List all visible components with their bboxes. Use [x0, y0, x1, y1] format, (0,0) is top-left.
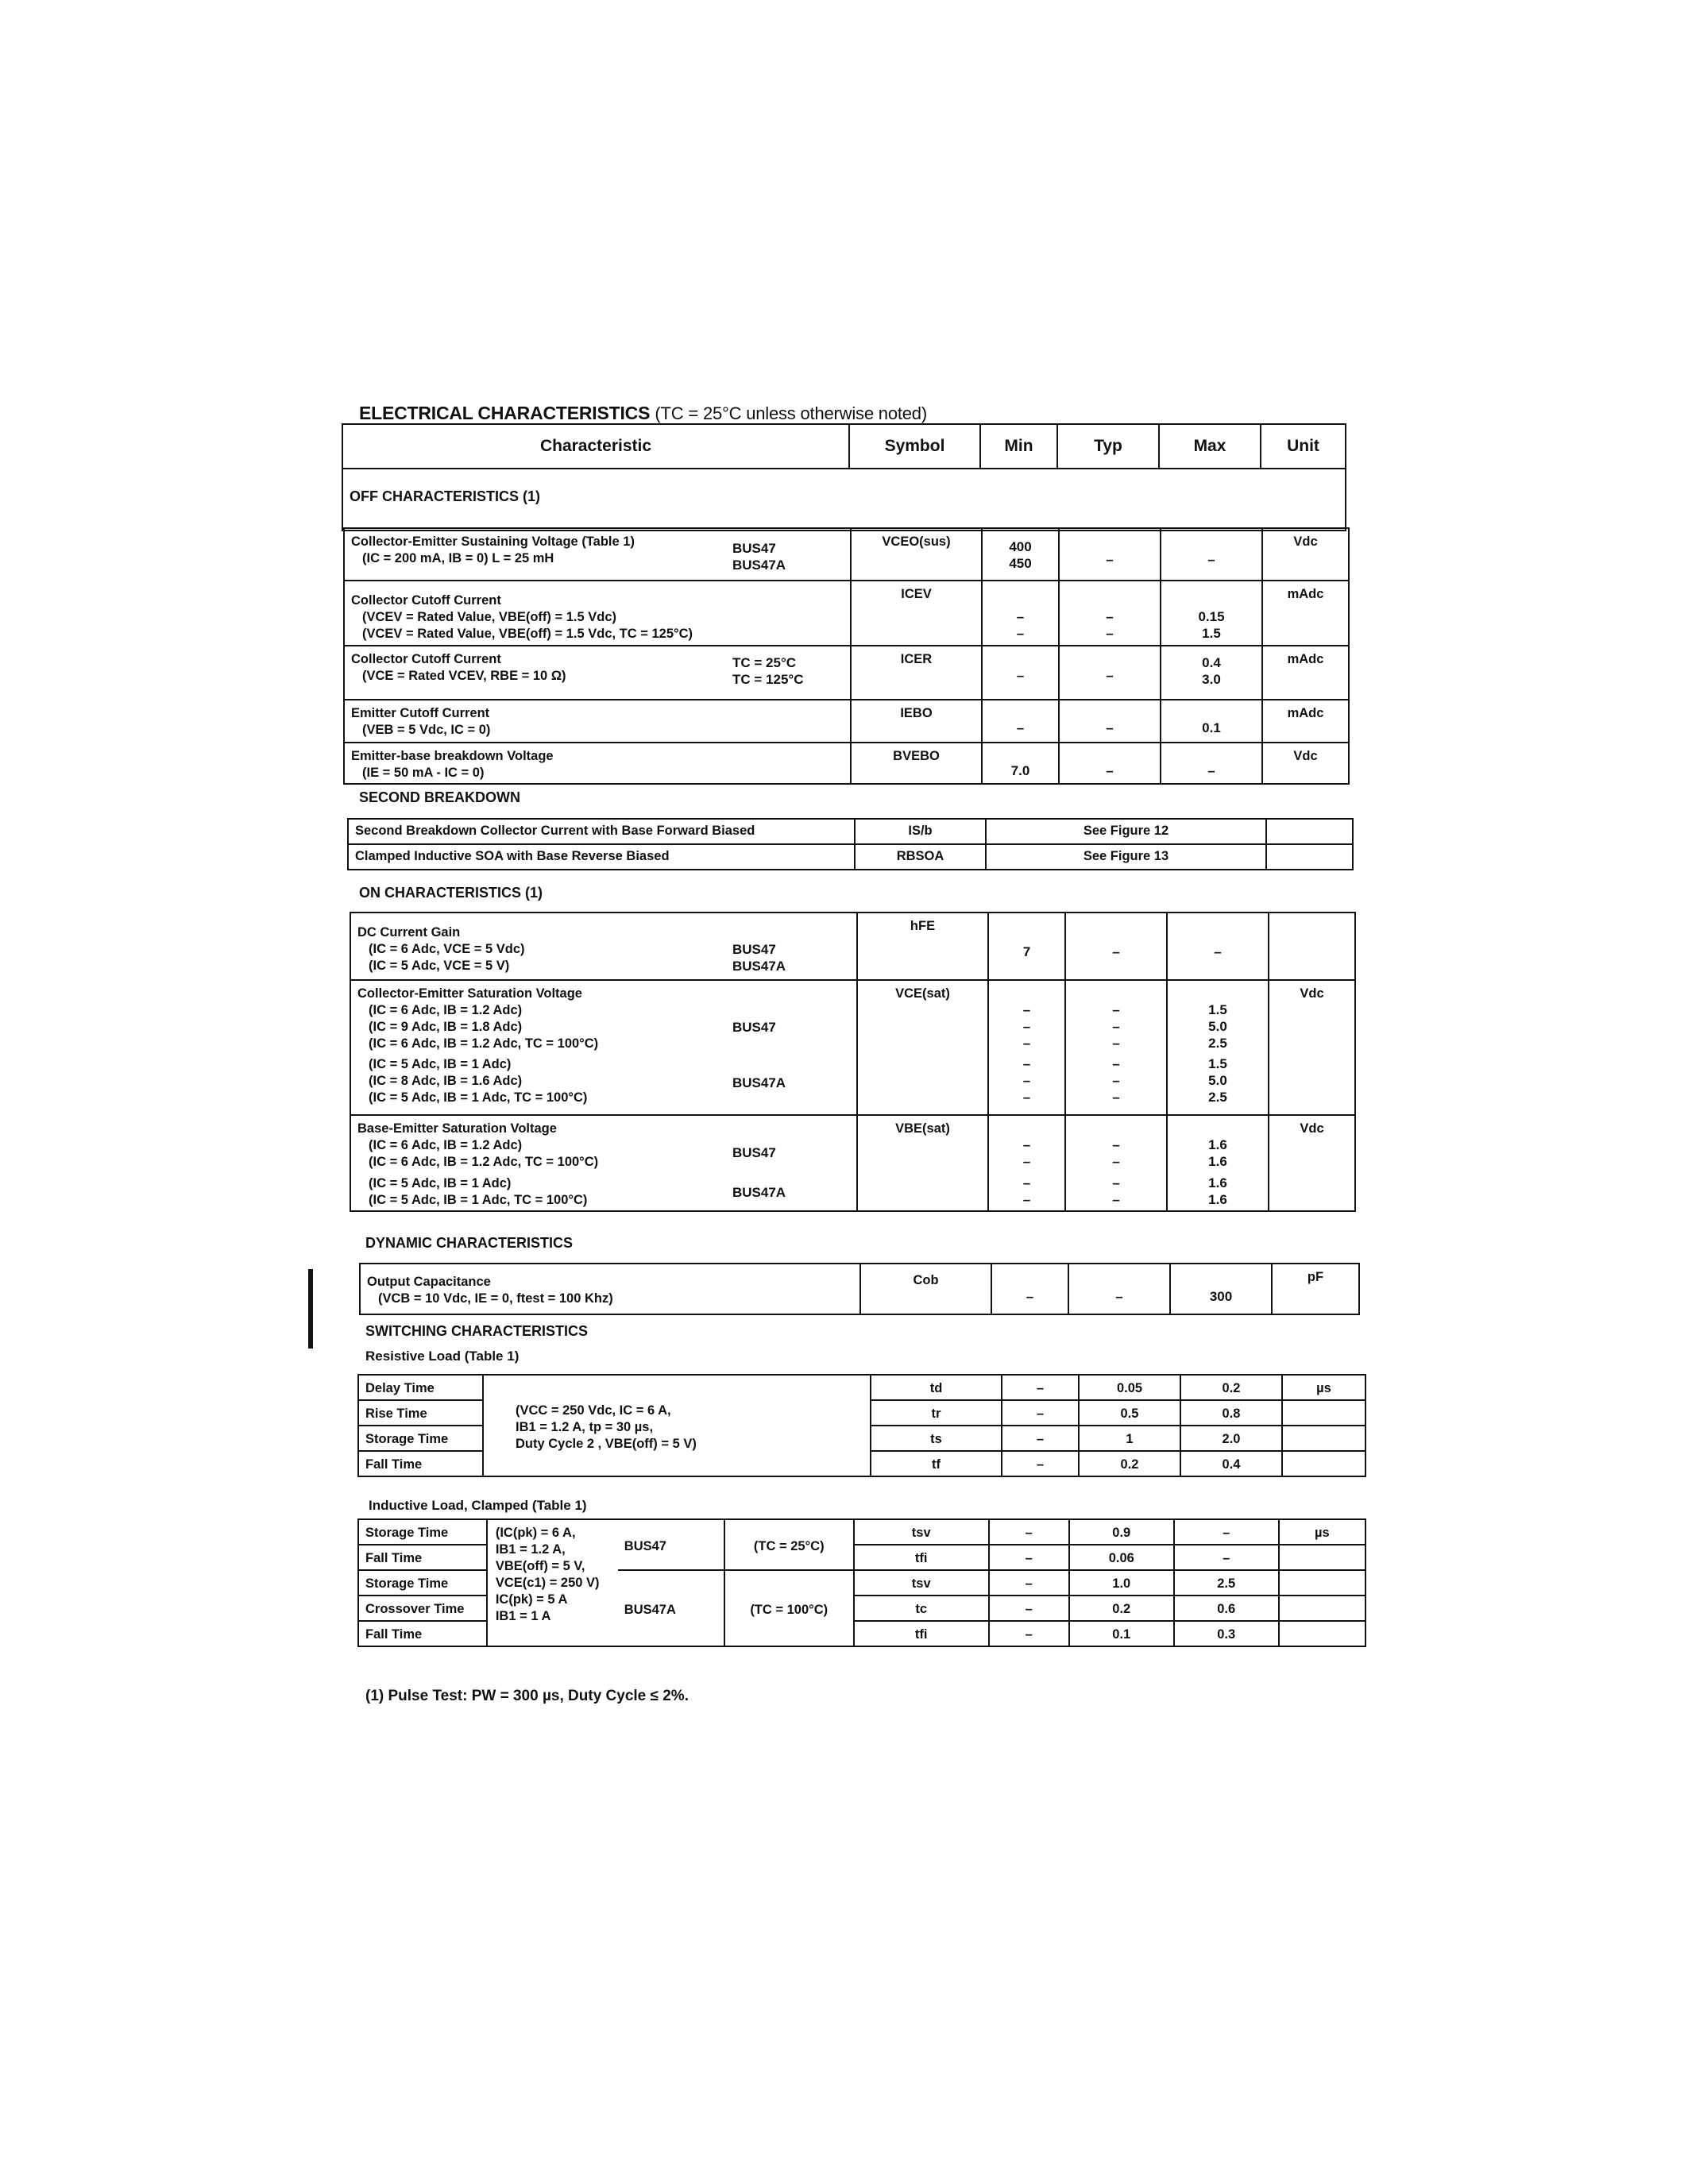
characteristic-name: Output Capacitance	[367, 1275, 491, 1289]
min-value: –	[1016, 626, 1025, 641]
typ-value: 0.5	[1079, 1400, 1180, 1426]
condition: Duty Cycle 2 , VBE(off) = 5 V)	[516, 1436, 697, 1451]
parameter-name: Fall Time	[358, 1545, 487, 1570]
section-heading-off: OFF CHARACTERISTICS (1)	[350, 488, 540, 504]
subheading-resistive: Resistive Load (Table 1)	[365, 1349, 520, 1364]
min-value: –	[1002, 1426, 1079, 1451]
typ-value: –	[1068, 1264, 1170, 1314]
symbol: tr	[871, 1400, 1002, 1426]
min-value: –	[1022, 1056, 1031, 1071]
col-symbol: Symbol	[849, 424, 980, 469]
min-value: 7	[988, 913, 1065, 980]
min-value: –	[982, 700, 1059, 743]
parameter-name: Storage Time	[358, 1570, 487, 1596]
max-value: 1.5	[1208, 1056, 1227, 1071]
typ-value: –	[1112, 1056, 1120, 1071]
table-row	[350, 913, 1355, 980]
header-table	[342, 423, 1346, 531]
table-row	[350, 980, 1355, 1115]
typ-value: 0.05	[1079, 1375, 1180, 1400]
typ-value: –	[1059, 646, 1161, 700]
device: BUS47	[618, 1519, 724, 1570]
typ-value: –	[1059, 700, 1161, 743]
table-row	[358, 1519, 1365, 1545]
max-value: 0.1	[1161, 700, 1262, 743]
temperature: (TC = 100°C)	[724, 1570, 854, 1646]
col-characteristic: Characteristic	[342, 424, 849, 469]
min-value: –	[982, 646, 1059, 700]
parameter-name: Storage Time	[358, 1519, 487, 1545]
unit: µs	[1279, 1519, 1365, 1545]
typ-value: 0.9	[1069, 1519, 1174, 1545]
parameter-name: Fall Time	[358, 1451, 483, 1476]
col-typ: Typ	[1057, 424, 1159, 469]
dynamic-table	[359, 1263, 1360, 1315]
max-value: 0.3	[1174, 1621, 1279, 1646]
condition: (VCE = Rated VCEV, RBE = 10 Ω)	[362, 669, 566, 683]
max-value: 2.5	[1208, 1090, 1227, 1105]
max-value: –	[1174, 1519, 1279, 1545]
reference-link[interactable]: See Figure 13	[986, 844, 1266, 870]
max-value: 2.5	[1208, 1036, 1227, 1051]
max-value: –	[1167, 913, 1269, 980]
device: BUS47	[732, 1020, 776, 1035]
device: BUS47A	[618, 1570, 724, 1646]
symbol: tfi	[854, 1545, 989, 1570]
unit	[1269, 913, 1355, 980]
off-table	[343, 527, 1350, 785]
table-row	[350, 1115, 1355, 1211]
typ-value: –	[1112, 1192, 1120, 1207]
unit: µs	[1282, 1375, 1365, 1400]
min-value: –	[1002, 1375, 1079, 1400]
reference-link[interactable]: See Figure 12	[986, 819, 1266, 844]
device: BUS47	[732, 1145, 776, 1160]
min-value: –	[1022, 1036, 1031, 1051]
second-breakdown-table	[347, 818, 1354, 870]
max-value: 0.4	[1202, 655, 1221, 670]
condition: (IC = 5 Adc, VCE = 5 V)	[369, 959, 510, 973]
max-value: 2.0	[1180, 1426, 1282, 1451]
symbol: ICER	[851, 646, 982, 700]
unit: Vdc	[1269, 1115, 1355, 1211]
typ-value: 0.2	[1079, 1451, 1180, 1476]
symbol: tfi	[854, 1621, 989, 1646]
typ-value: –	[1112, 1019, 1120, 1034]
symbol: Cob	[860, 1264, 991, 1314]
condition: (VCEV = Rated Value, VBE(off) = 1.5 Vdc, TC = 125°C)	[362, 627, 693, 641]
condition: IB1 = 1.2 A,	[495, 1542, 566, 1557]
device: BUS47A	[732, 959, 786, 974]
table-row	[344, 646, 1349, 700]
unit: Vdc	[1262, 743, 1349, 784]
section-heading-dynamic: DYNAMIC CHARACTERISTICS	[365, 1235, 573, 1251]
condition: (IC = 6 Adc, IB = 1.2 Adc, TC = 100°C)	[369, 1036, 599, 1051]
typ-value: –	[1112, 1002, 1120, 1017]
footnote: (1) Pulse Test: PW = 300 µs, Duty Cycle ≤ 2%.	[365, 1688, 689, 1704]
characteristic-name: Collector Cutoff Current	[351, 593, 501, 608]
min-value: –	[1022, 1154, 1031, 1169]
max-value: 2.5	[1174, 1570, 1279, 1596]
typ-value: –	[1106, 626, 1114, 641]
table-row	[360, 1264, 1359, 1314]
condition: (IC = 6 Adc, IB = 1.2 Adc, TC = 100°C)	[369, 1155, 599, 1169]
parameter-name: Rise Time	[358, 1400, 483, 1426]
max-value: 0.15	[1198, 609, 1225, 624]
table-row	[358, 1375, 1365, 1400]
characteristic-name: Clamped Inductive SOA with Base Reverse Biased	[348, 844, 855, 870]
unit: Vdc	[1262, 528, 1349, 581]
symbol: IEBO	[851, 700, 982, 743]
unit	[1279, 1596, 1365, 1621]
title-main: ELECTRICAL CHARACTERISTICS	[359, 403, 651, 423]
off-heading-cell	[342, 469, 1346, 531]
min-value: –	[1022, 1137, 1031, 1152]
subheading-inductive: Inductive Load, Clamped (Table 1)	[369, 1498, 587, 1513]
typ-value: 0.2	[1069, 1596, 1174, 1621]
condition: (IC = 5 Adc, IB = 1 Adc, TC = 100°C)	[369, 1193, 588, 1207]
section-heading-on: ON CHARACTERISTICS (1)	[359, 885, 543, 901]
typ-value: 1	[1079, 1426, 1180, 1451]
condition: (IC(pk) = 6 A,	[495, 1526, 576, 1540]
condition: (IC = 5 Adc, IB = 1 Adc, TC = 100°C)	[369, 1090, 588, 1105]
typ-value: –	[1112, 1137, 1120, 1152]
condition: (IC = 6 Adc, IB = 1.2 Adc)	[369, 1003, 523, 1017]
temperature: TC = 25°C	[732, 655, 797, 670]
unit: Vdc	[1269, 980, 1355, 1115]
condition: (IC = 8 Adc, IB = 1.6 Adc)	[369, 1074, 523, 1088]
table-row	[344, 528, 1349, 581]
typ-value: –	[1112, 1036, 1120, 1051]
characteristic-name: Base-Emitter Saturation Voltage	[357, 1121, 557, 1136]
condition: (VCB = 10 Vdc, IE = 0, ftest = 100 Khz)	[378, 1291, 613, 1306]
device: BUS47	[732, 541, 776, 556]
characteristic-name: Collector-Emitter Saturation Voltage	[357, 986, 582, 1001]
typ-value: –	[1065, 913, 1167, 980]
symbol: tc	[854, 1596, 989, 1621]
condition: IC(pk) = 5 A	[495, 1592, 568, 1607]
max-value: 1.6	[1208, 1137, 1227, 1152]
symbol: tsv	[854, 1570, 989, 1596]
min-value: –	[991, 1264, 1068, 1314]
typ-value: –	[1112, 1175, 1120, 1190]
typ-value: –	[1059, 528, 1161, 581]
device: BUS47A	[732, 1075, 786, 1090]
condition: (IC = 5 Adc, IB = 1 Adc)	[369, 1176, 512, 1190]
typ-value: –	[1059, 743, 1161, 784]
table-row	[344, 700, 1349, 743]
max-value: –	[1161, 528, 1262, 581]
max-value: –	[1161, 743, 1262, 784]
table-row	[344, 743, 1349, 784]
max-value: 1.6	[1208, 1192, 1227, 1207]
max-value: 0.4	[1180, 1451, 1282, 1476]
typ-value: –	[1112, 1073, 1120, 1088]
condition: (IE = 50 mA - IC = 0)	[362, 766, 485, 780]
section-heading-second-breakdown: SECOND BREAKDOWN	[359, 789, 521, 805]
max-value: –	[1174, 1545, 1279, 1570]
max-value: 3.0	[1202, 672, 1221, 687]
condition: (IC = 200 mA, IB = 0) L = 25 mH	[362, 551, 554, 565]
max-value: 0.6	[1174, 1596, 1279, 1621]
characteristic-name: Emitter-base breakdown Voltage	[351, 749, 554, 763]
characteristic-name: DC Current Gain	[357, 925, 461, 940]
symbol: IS/b	[855, 819, 986, 844]
revision-bar	[308, 1269, 313, 1349]
unit: mAdc	[1262, 646, 1349, 700]
unit	[1282, 1400, 1365, 1426]
min-value: –	[989, 1545, 1069, 1570]
min-value: –	[1022, 1175, 1031, 1190]
symbol: tf	[871, 1451, 1002, 1476]
typ-value: 0.1	[1069, 1621, 1174, 1646]
symbol: VCE(sat)	[857, 980, 988, 1115]
max-value: 1.6	[1208, 1175, 1227, 1190]
condition: (VCEV = Rated Value, VBE(off) = 1.5 Vdc)	[362, 610, 617, 624]
min-value: –	[989, 1519, 1069, 1545]
symbol: BVEBO	[851, 743, 982, 784]
page-title	[359, 403, 927, 424]
symbol: RBSOA	[855, 844, 986, 870]
col-min: Min	[980, 424, 1057, 469]
min-value: –	[989, 1621, 1069, 1646]
min-value: –	[1002, 1451, 1079, 1476]
symbol: hFE	[857, 913, 988, 980]
col-max: Max	[1159, 424, 1261, 469]
symbol: tsv	[854, 1519, 989, 1545]
max-value: 300	[1170, 1264, 1272, 1314]
unit: mAdc	[1262, 700, 1349, 743]
symbol: ICEV	[851, 581, 982, 646]
parameter-name: Crossover Time	[358, 1596, 487, 1621]
max-value: 1.5	[1202, 626, 1221, 641]
min-value: –	[1022, 1019, 1031, 1034]
min-value: 450	[1009, 556, 1032, 571]
symbol: td	[871, 1375, 1002, 1400]
condition: (IC = 6 Adc, VCE = 5 Vdc)	[369, 942, 525, 956]
unit	[1279, 1570, 1365, 1596]
resistive-load-table	[357, 1374, 1366, 1477]
condition: (VEB = 5 Vdc, IC = 0)	[362, 723, 491, 737]
condition: (VCC = 250 Vdc, IC = 6 A,	[516, 1403, 671, 1418]
condition: (IC = 5 Adc, IB = 1 Adc)	[369, 1057, 512, 1071]
typ-value: 1.0	[1069, 1570, 1174, 1596]
min-value: –	[1022, 1090, 1031, 1105]
device: BUS47	[732, 942, 776, 957]
section-heading-switching: SWITCHING CHARACTERISTICS	[365, 1323, 588, 1339]
table-row	[344, 581, 1349, 646]
symbol: VBE(sat)	[857, 1115, 988, 1211]
symbol: VCEO(sus)	[851, 528, 982, 581]
condition: IB1 = 1.2 A, tp = 30 µs,	[516, 1419, 654, 1434]
temperature: TC = 125°C	[732, 672, 804, 687]
condition: VBE(off) = 5 V,	[495, 1559, 585, 1573]
unit: mAdc	[1262, 581, 1349, 646]
min-value: –	[989, 1570, 1069, 1596]
min-value: –	[989, 1596, 1069, 1621]
unit	[1282, 1451, 1365, 1476]
unit: pF	[1272, 1264, 1359, 1314]
max-value: 0.2	[1180, 1375, 1282, 1400]
typ-value: –	[1112, 1090, 1120, 1105]
min-value: –	[1022, 1002, 1031, 1017]
min-value: –	[1022, 1192, 1031, 1207]
max-value: 1.5	[1208, 1002, 1227, 1017]
max-value: 0.8	[1180, 1400, 1282, 1426]
table-row	[348, 844, 1353, 870]
condition: IB1 = 1 A	[495, 1609, 551, 1623]
condition: (IC = 6 Adc, IB = 1.2 Adc)	[369, 1138, 523, 1152]
inductive-load-table	[357, 1518, 1366, 1647]
parameter-name: Delay Time	[358, 1375, 483, 1400]
characteristic-name: Collector Cutoff Current	[351, 652, 501, 666]
min-value: –	[1002, 1400, 1079, 1426]
min-value: –	[1016, 609, 1025, 624]
device: BUS47A	[732, 558, 786, 573]
temperature: (TC = 25°C)	[724, 1519, 854, 1570]
characteristic-name: Second Breakdown Collector Current with Base Forward Biased	[348, 819, 855, 844]
min-value: 400	[1009, 539, 1032, 554]
typ-value: 0.06	[1069, 1545, 1174, 1570]
typ-value: –	[1112, 1154, 1120, 1169]
unit	[1279, 1545, 1365, 1570]
on-table	[350, 912, 1356, 1212]
condition: (IC = 9 Adc, IB = 1.8 Adc)	[369, 1020, 523, 1034]
device: BUS47A	[732, 1185, 786, 1200]
table-row	[348, 819, 1353, 844]
min-value: 7.0	[982, 743, 1059, 784]
parameter-name: Storage Time	[358, 1426, 483, 1451]
max-value: 5.0	[1208, 1019, 1227, 1034]
max-value: 1.6	[1208, 1154, 1227, 1169]
min-value: –	[1022, 1073, 1031, 1088]
unit	[1282, 1426, 1365, 1451]
characteristic-name: Emitter Cutoff Current	[351, 706, 490, 720]
condition: VCE(c1) = 250 V)	[495, 1576, 600, 1590]
typ-value: –	[1106, 609, 1114, 624]
unit	[1279, 1621, 1365, 1646]
symbol: ts	[871, 1426, 1002, 1451]
max-value: 5.0	[1208, 1073, 1227, 1088]
title-condition: (TC = 25°C unless otherwise noted)	[655, 403, 927, 423]
parameter-name: Fall Time	[358, 1621, 487, 1646]
characteristic-name: Collector-Emitter Sustaining Voltage (Table 1)	[351, 534, 635, 549]
col-unit: Unit	[1261, 424, 1346, 469]
